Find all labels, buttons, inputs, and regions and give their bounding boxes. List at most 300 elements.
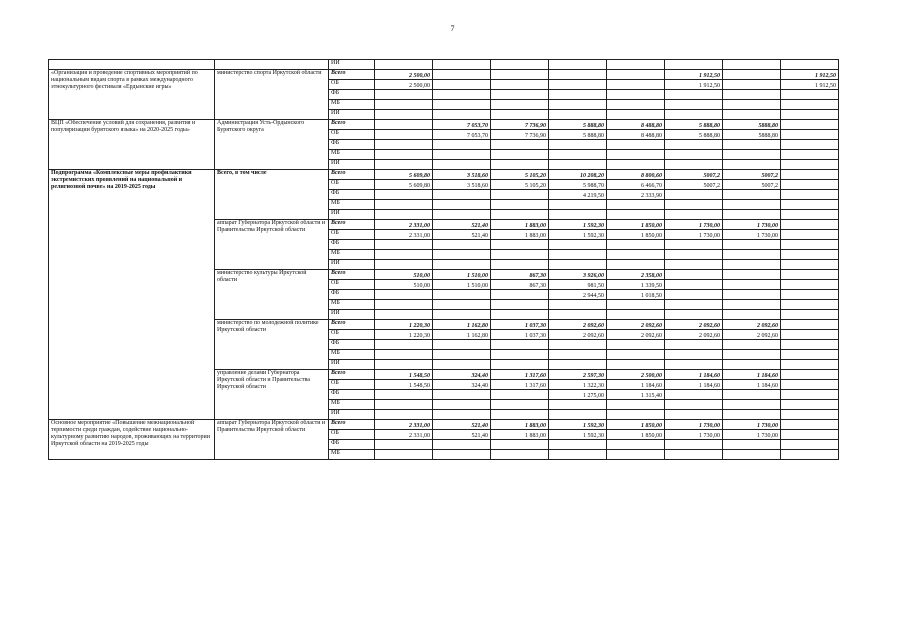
value-cell: 1 315,40 bbox=[607, 390, 665, 400]
funding-source-cell: МБ bbox=[329, 250, 375, 260]
value-cell bbox=[607, 80, 665, 90]
value-cell bbox=[375, 150, 433, 160]
funding-source-cell: ФБ bbox=[329, 440, 375, 450]
value-cell bbox=[375, 250, 433, 260]
value-cell: 1 730,00 bbox=[665, 220, 723, 230]
value-cell bbox=[607, 160, 665, 170]
value-cell bbox=[491, 250, 549, 260]
value-cell bbox=[723, 450, 781, 460]
value-cell bbox=[433, 90, 491, 100]
value-cell: 1 322,30 bbox=[549, 380, 607, 390]
value-cell: 1 592,30 bbox=[549, 430, 607, 440]
value-cell: 1 912,50 bbox=[665, 70, 723, 80]
activity-name-cell: ВЦП «Обеспечение условий для сохранения, развития и популяризации бурятского языка» на 2020-2025 годы» bbox=[49, 120, 215, 170]
value-cell: 5007,2 bbox=[723, 170, 781, 180]
funding-source-cell: ФБ bbox=[329, 190, 375, 200]
value-cell: 1 220,30 bbox=[375, 330, 433, 340]
activity-name-cell: Основное мероприятие «Повышение межнациональной терпимости среди граждан, содействие национально-культурному развитию народов, проживающих на территории Иркутской области на 2019-2025 годы bbox=[49, 420, 215, 460]
value-cell: 6 466,70 bbox=[607, 180, 665, 190]
value-cell bbox=[375, 300, 433, 310]
value-cell: 3 518,60 bbox=[433, 180, 491, 190]
value-cell: 5 105,20 bbox=[491, 170, 549, 180]
value-cell bbox=[375, 350, 433, 360]
value-cell: 521,40 bbox=[433, 230, 491, 240]
executor-cell: аппарат Губернатора Иркутской области и Правительства Иркутской области bbox=[215, 420, 329, 460]
value-cell bbox=[723, 250, 781, 260]
value-cell: 521,40 bbox=[433, 420, 491, 430]
value-cell: 324,40 bbox=[433, 370, 491, 380]
funding-source-cell: МБ bbox=[329, 350, 375, 360]
value-cell bbox=[781, 230, 839, 240]
value-cell: 2 092,60 bbox=[607, 330, 665, 340]
funding-source-cell: МБ bbox=[329, 150, 375, 160]
value-cell bbox=[433, 300, 491, 310]
value-cell bbox=[549, 60, 607, 70]
value-cell bbox=[607, 340, 665, 350]
value-cell: 2 092,60 bbox=[549, 320, 607, 330]
value-cell: 1 850,00 bbox=[607, 420, 665, 430]
value-cell bbox=[665, 400, 723, 410]
funding-source-cell: ОБ bbox=[329, 280, 375, 290]
value-cell bbox=[607, 90, 665, 100]
value-cell: 10 208,20 bbox=[549, 170, 607, 180]
value-cell bbox=[607, 250, 665, 260]
value-cell: 7 053,70 bbox=[433, 120, 491, 130]
value-cell: 1 037,30 bbox=[491, 320, 549, 330]
value-cell bbox=[607, 360, 665, 370]
value-cell bbox=[375, 310, 433, 320]
value-cell bbox=[491, 390, 549, 400]
value-cell: 8 488,80 bbox=[607, 130, 665, 140]
value-cell bbox=[491, 410, 549, 420]
value-cell bbox=[375, 450, 433, 460]
value-cell bbox=[433, 410, 491, 420]
value-cell bbox=[781, 380, 839, 390]
value-cell bbox=[549, 340, 607, 350]
value-cell bbox=[549, 210, 607, 220]
value-cell: 1 548,50 bbox=[375, 380, 433, 390]
value-cell bbox=[665, 440, 723, 450]
value-cell: 1 883,00 bbox=[491, 420, 549, 430]
value-cell: 1 730,00 bbox=[665, 230, 723, 240]
funding-source-cell: Всего bbox=[329, 70, 375, 80]
value-cell bbox=[549, 400, 607, 410]
value-cell bbox=[723, 140, 781, 150]
value-cell bbox=[549, 310, 607, 320]
funding-source-cell: Всего bbox=[329, 220, 375, 230]
value-cell bbox=[723, 270, 781, 280]
value-cell: 2 092,60 bbox=[549, 330, 607, 340]
value-cell bbox=[781, 420, 839, 430]
funding-source-cell: Всего bbox=[329, 420, 375, 430]
table-row bbox=[49, 60, 839, 70]
value-cell bbox=[433, 400, 491, 410]
value-cell bbox=[491, 70, 549, 80]
value-cell: 2 331,00 bbox=[375, 230, 433, 240]
value-cell: 2 331,00 bbox=[375, 430, 433, 440]
funding-source-cell: ОБ bbox=[329, 230, 375, 240]
value-cell bbox=[723, 340, 781, 350]
value-cell bbox=[665, 60, 723, 70]
value-cell bbox=[723, 80, 781, 90]
table-row bbox=[49, 120, 839, 130]
activity-name-cell: Подпрограмма «Комплексные меры профилактики экстремистских проявлений на национальной и религиозной почве» на 2019-2025 годы bbox=[49, 170, 215, 420]
value-cell: 1 018,50 bbox=[607, 290, 665, 300]
value-cell bbox=[665, 340, 723, 350]
value-cell: 2 092,60 bbox=[723, 320, 781, 330]
executor-cell: аппарат Губернатора Иркутской области и Правительства Иркутской области bbox=[215, 220, 329, 270]
value-cell: 2 331,00 bbox=[375, 420, 433, 430]
value-cell bbox=[723, 150, 781, 160]
value-cell: 867,30 bbox=[491, 280, 549, 290]
value-cell bbox=[781, 200, 839, 210]
value-cell: 2 092,60 bbox=[723, 330, 781, 340]
value-cell bbox=[781, 250, 839, 260]
value-cell: 1 912,50 bbox=[781, 80, 839, 90]
budget-table bbox=[48, 59, 839, 460]
funding-source-cell: МБ bbox=[329, 200, 375, 210]
value-cell bbox=[665, 260, 723, 270]
value-cell bbox=[549, 360, 607, 370]
value-cell bbox=[433, 260, 491, 270]
value-cell: 1 730,00 bbox=[665, 420, 723, 430]
value-cell bbox=[781, 370, 839, 380]
value-cell bbox=[375, 290, 433, 300]
value-cell: 1 912,50 bbox=[665, 80, 723, 90]
value-cell bbox=[723, 390, 781, 400]
value-cell bbox=[433, 60, 491, 70]
value-cell: 1 850,00 bbox=[607, 220, 665, 230]
value-cell: 1 883,00 bbox=[491, 430, 549, 440]
value-cell bbox=[723, 290, 781, 300]
value-cell bbox=[665, 450, 723, 460]
value-cell bbox=[375, 260, 433, 270]
value-cell bbox=[433, 360, 491, 370]
value-cell: 1 592,30 bbox=[549, 230, 607, 240]
value-cell bbox=[375, 400, 433, 410]
funding-source-cell: Всего bbox=[329, 320, 375, 330]
value-cell bbox=[665, 100, 723, 110]
funding-source-cell: МБ bbox=[329, 100, 375, 110]
funding-source-cell: ИИ bbox=[329, 210, 375, 220]
value-cell bbox=[491, 210, 549, 220]
value-cell bbox=[665, 270, 723, 280]
value-cell bbox=[433, 310, 491, 320]
value-cell bbox=[723, 70, 781, 80]
value-cell bbox=[607, 240, 665, 250]
value-cell bbox=[607, 300, 665, 310]
funding-source-cell: ОБ bbox=[329, 330, 375, 340]
value-cell: 5 609,80 bbox=[375, 170, 433, 180]
value-cell bbox=[781, 110, 839, 120]
value-cell bbox=[375, 240, 433, 250]
value-cell bbox=[549, 150, 607, 160]
value-cell: 2 944,50 bbox=[549, 290, 607, 300]
funding-source-cell: ФБ bbox=[329, 90, 375, 100]
value-cell bbox=[549, 240, 607, 250]
executor-cell: Всего, в том числе bbox=[215, 170, 329, 220]
value-cell bbox=[491, 400, 549, 410]
value-cell: 324,40 bbox=[433, 380, 491, 390]
value-cell bbox=[491, 440, 549, 450]
value-cell: 1 162,80 bbox=[433, 330, 491, 340]
value-cell bbox=[781, 430, 839, 440]
executor-cell: управление делами Губернатора Иркутской области и Правительства Иркутской области bbox=[215, 370, 329, 420]
table-row bbox=[49, 170, 839, 180]
value-cell bbox=[549, 440, 607, 450]
value-cell: 5007,2 bbox=[723, 180, 781, 190]
value-cell bbox=[665, 390, 723, 400]
funding-source-cell: ОБ bbox=[329, 380, 375, 390]
value-cell bbox=[433, 100, 491, 110]
value-cell bbox=[781, 130, 839, 140]
value-cell bbox=[491, 160, 549, 170]
executor-cell: Администрация Усть-Ордынского Бурятского округа bbox=[215, 120, 329, 170]
table-row bbox=[49, 70, 839, 80]
funding-source-cell: Всего bbox=[329, 120, 375, 130]
value-cell: 5 988,70 bbox=[549, 180, 607, 190]
value-cell: 5 888,80 bbox=[549, 130, 607, 140]
value-cell: 3 518,60 bbox=[433, 170, 491, 180]
value-cell bbox=[433, 150, 491, 160]
value-cell: 1 548,50 bbox=[375, 370, 433, 380]
value-cell: 1 162,80 bbox=[433, 320, 491, 330]
funding-source-cell: ИИ bbox=[329, 60, 375, 70]
value-cell bbox=[549, 350, 607, 360]
value-cell bbox=[665, 350, 723, 360]
value-cell bbox=[723, 280, 781, 290]
value-cell: 1 037,30 bbox=[491, 330, 549, 340]
value-cell bbox=[665, 160, 723, 170]
value-cell bbox=[375, 160, 433, 170]
activity-name-cell: «Организация и проведение спортивных мероприятий по национальным видам спорта в рамках международного этнокультурного фестиваля «Ердынские игры» bbox=[49, 70, 215, 120]
page-number: 7 bbox=[450, 24, 455, 33]
value-cell bbox=[665, 110, 723, 120]
value-cell bbox=[781, 450, 839, 460]
executor-cell: министерство культуры Иркутской области bbox=[215, 270, 329, 320]
value-cell: 1 184,60 bbox=[723, 380, 781, 390]
value-cell bbox=[723, 300, 781, 310]
value-cell bbox=[491, 310, 549, 320]
value-cell: 2 333,90 bbox=[607, 190, 665, 200]
value-cell bbox=[491, 340, 549, 350]
value-cell: 2 597,30 bbox=[549, 370, 607, 380]
value-cell bbox=[781, 390, 839, 400]
value-cell: 8 488,80 bbox=[607, 120, 665, 130]
value-cell bbox=[723, 200, 781, 210]
value-cell bbox=[433, 240, 491, 250]
value-cell bbox=[781, 320, 839, 330]
value-cell bbox=[665, 190, 723, 200]
funding-source-cell: МБ bbox=[329, 400, 375, 410]
value-cell bbox=[433, 200, 491, 210]
value-cell: 1 883,00 bbox=[491, 220, 549, 230]
executor-cell: министерство спорта Иркутской области bbox=[215, 70, 329, 120]
value-cell bbox=[491, 90, 549, 100]
value-cell bbox=[433, 210, 491, 220]
value-cell: 2 500,00 bbox=[375, 70, 433, 80]
funding-source-cell: ОБ bbox=[329, 80, 375, 90]
value-cell: 521,40 bbox=[433, 430, 491, 440]
value-cell bbox=[375, 340, 433, 350]
value-cell bbox=[665, 250, 723, 260]
value-cell: 5 105,20 bbox=[491, 180, 549, 190]
value-cell bbox=[549, 140, 607, 150]
value-cell bbox=[781, 300, 839, 310]
value-cell bbox=[375, 210, 433, 220]
value-cell bbox=[781, 120, 839, 130]
value-cell: 1 730,00 bbox=[723, 220, 781, 230]
value-cell: 1 730,00 bbox=[723, 230, 781, 240]
value-cell bbox=[781, 400, 839, 410]
value-cell bbox=[549, 250, 607, 260]
value-cell: 5 888,80 bbox=[665, 120, 723, 130]
value-cell: 2 092,60 bbox=[607, 320, 665, 330]
funding-source-cell: Всего bbox=[329, 270, 375, 280]
value-cell: 521,40 bbox=[433, 220, 491, 230]
value-cell: 867,30 bbox=[491, 270, 549, 280]
value-cell bbox=[491, 150, 549, 160]
activity-name-cell bbox=[49, 60, 215, 70]
value-cell bbox=[491, 110, 549, 120]
value-cell: 5007,2 bbox=[665, 170, 723, 180]
value-cell bbox=[607, 260, 665, 270]
value-cell: 1 184,60 bbox=[665, 380, 723, 390]
value-cell bbox=[723, 100, 781, 110]
value-cell: 1 317,60 bbox=[491, 370, 549, 380]
executor-cell bbox=[215, 60, 329, 70]
value-cell bbox=[781, 330, 839, 340]
value-cell: 4 219,50 bbox=[549, 190, 607, 200]
value-cell bbox=[491, 60, 549, 70]
value-cell bbox=[433, 140, 491, 150]
value-cell bbox=[491, 100, 549, 110]
funding-source-cell: ОБ bbox=[329, 130, 375, 140]
value-cell bbox=[781, 440, 839, 450]
value-cell bbox=[607, 210, 665, 220]
value-cell: 8 800,60 bbox=[607, 170, 665, 180]
value-cell bbox=[549, 450, 607, 460]
value-cell bbox=[781, 270, 839, 280]
value-cell bbox=[433, 250, 491, 260]
funding-source-cell: Всего bbox=[329, 370, 375, 380]
funding-source-cell: ИИ bbox=[329, 160, 375, 170]
value-cell bbox=[781, 170, 839, 180]
funding-source-cell: ФБ bbox=[329, 240, 375, 250]
value-cell bbox=[607, 150, 665, 160]
value-cell bbox=[723, 110, 781, 120]
value-cell: 1 883,00 bbox=[491, 230, 549, 240]
value-cell bbox=[607, 200, 665, 210]
value-cell bbox=[433, 340, 491, 350]
funding-source-cell: ИИ bbox=[329, 360, 375, 370]
value-cell bbox=[781, 310, 839, 320]
value-cell: 510,00 bbox=[375, 280, 433, 290]
value-cell bbox=[549, 90, 607, 100]
value-cell: 1 730,00 bbox=[723, 430, 781, 440]
value-cell bbox=[781, 260, 839, 270]
value-cell: 5 609,80 bbox=[375, 180, 433, 190]
value-cell bbox=[781, 290, 839, 300]
value-cell bbox=[491, 450, 549, 460]
value-cell bbox=[665, 240, 723, 250]
value-cell bbox=[781, 410, 839, 420]
value-cell bbox=[723, 240, 781, 250]
value-cell bbox=[433, 190, 491, 200]
value-cell bbox=[781, 150, 839, 160]
value-cell: 1 592,30 bbox=[549, 420, 607, 430]
value-cell bbox=[549, 70, 607, 80]
value-cell: 2 500,00 bbox=[607, 370, 665, 380]
value-cell bbox=[781, 280, 839, 290]
value-cell bbox=[549, 410, 607, 420]
value-cell bbox=[433, 110, 491, 120]
value-cell bbox=[723, 310, 781, 320]
value-cell bbox=[723, 60, 781, 70]
value-cell bbox=[665, 410, 723, 420]
value-cell: 1 592,30 bbox=[549, 220, 607, 230]
funding-source-cell: МБ bbox=[329, 450, 375, 460]
value-cell bbox=[723, 260, 781, 270]
value-cell: 7 053,70 bbox=[433, 130, 491, 140]
value-cell: 7 736,90 bbox=[491, 130, 549, 140]
value-cell bbox=[665, 310, 723, 320]
value-cell bbox=[549, 100, 607, 110]
value-cell: 981,50 bbox=[549, 280, 607, 290]
value-cell bbox=[433, 350, 491, 360]
value-cell: 1 730,00 bbox=[723, 420, 781, 430]
value-cell bbox=[665, 360, 723, 370]
value-cell bbox=[665, 280, 723, 290]
value-cell bbox=[433, 160, 491, 170]
value-cell bbox=[375, 130, 433, 140]
value-cell bbox=[781, 340, 839, 350]
value-cell bbox=[665, 300, 723, 310]
value-cell bbox=[723, 160, 781, 170]
funding-source-cell: ИИ bbox=[329, 410, 375, 420]
value-cell bbox=[375, 60, 433, 70]
value-cell bbox=[433, 440, 491, 450]
value-cell bbox=[607, 100, 665, 110]
value-cell bbox=[491, 240, 549, 250]
value-cell bbox=[781, 140, 839, 150]
funding-source-cell: Всего bbox=[329, 170, 375, 180]
value-cell bbox=[665, 210, 723, 220]
value-cell bbox=[491, 200, 549, 210]
funding-source-cell: ИИ bbox=[329, 110, 375, 120]
value-cell bbox=[723, 440, 781, 450]
value-cell bbox=[723, 210, 781, 220]
value-cell bbox=[665, 200, 723, 210]
value-cell bbox=[781, 100, 839, 110]
value-cell bbox=[491, 140, 549, 150]
value-cell bbox=[375, 110, 433, 120]
value-cell: 2 358,00 bbox=[607, 270, 665, 280]
funding-source-cell: ОБ bbox=[329, 180, 375, 190]
value-cell bbox=[491, 290, 549, 300]
value-cell: 510,00 bbox=[375, 270, 433, 280]
value-cell bbox=[375, 410, 433, 420]
value-cell bbox=[433, 450, 491, 460]
value-cell: 2 092,60 bbox=[665, 330, 723, 340]
value-cell: 5 888,80 bbox=[665, 130, 723, 140]
value-cell bbox=[491, 350, 549, 360]
value-cell: 7 736,90 bbox=[491, 120, 549, 130]
value-cell bbox=[723, 400, 781, 410]
table-row bbox=[49, 420, 839, 430]
value-cell bbox=[781, 360, 839, 370]
value-cell bbox=[607, 140, 665, 150]
